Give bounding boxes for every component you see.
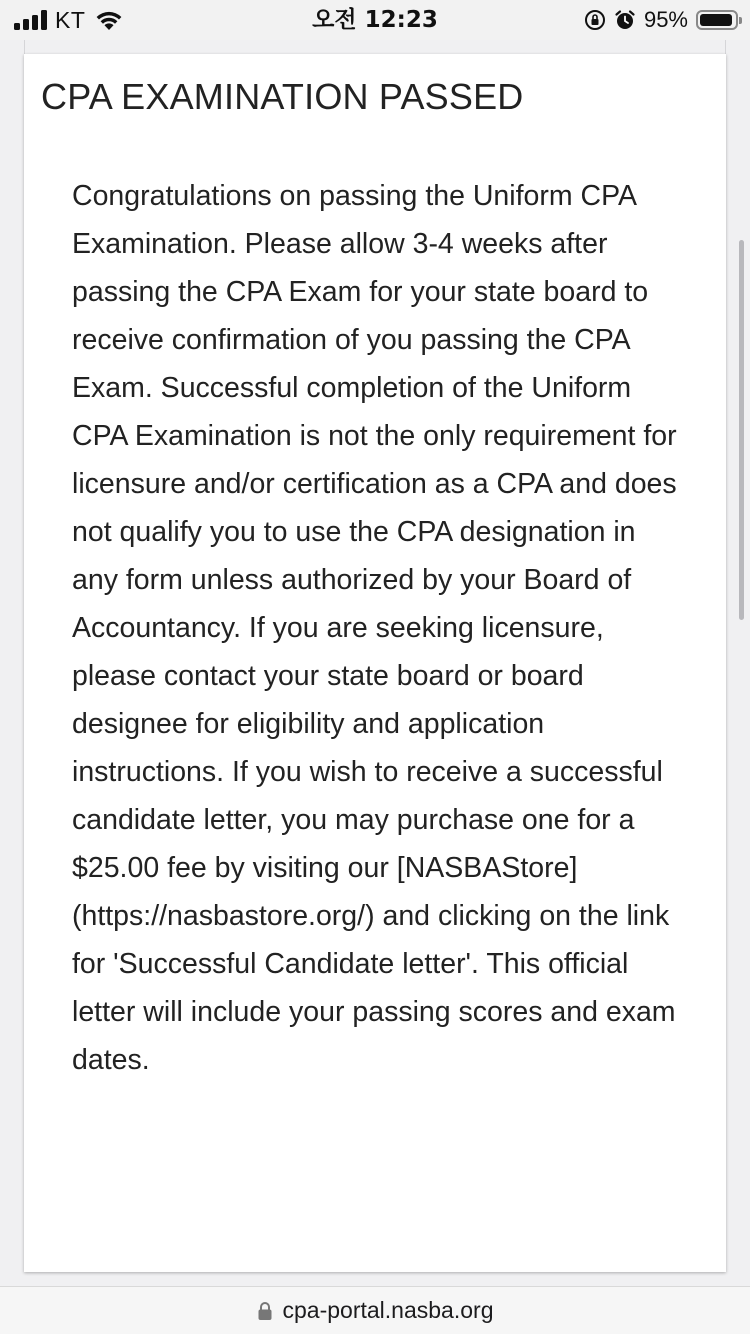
clock-time: 오전 12:23 [312, 7, 438, 33]
carrier-label: KT [55, 6, 86, 33]
status-bar-right [584, 0, 738, 40]
web-page [0, 40, 750, 1286]
browser-url-bar[interactable] [0, 1286, 750, 1334]
page-scrollbar[interactable] [739, 240, 744, 620]
card-title: CPA EXAMINATION PASSED [41, 76, 524, 117]
page-edge-left [0, 40, 25, 118]
page-edge-right [725, 40, 750, 118]
battery-level-fill [700, 14, 732, 26]
url-text[interactable]: cpa-portal.nasba.org [282, 1297, 494, 1323]
status-bar [0, 0, 750, 40]
lock-icon [257, 1301, 273, 1321]
battery-icon [696, 10, 738, 30]
card-body-text: Congratulations on passing the Uniform CPA Examination. Please allow 3-4 weeks after passing the CPA Exam for your state board to receive confirmation of you passing the CPA Exam. Successful completion of the Uniform CPA Examination is not the only requirement for licensure and/or certification as a CPA and does not qualify you to use the CPA designation in any form unless authorized by your Board of Accountancy. If you are seeking licensure, please contact your state board or board designee for eligibility and application instructions. If you wish to receive a successful candidate letter, you may purchase one for a $25.00 fee by visiting our [NASBAStore](https://nasbastore.org/) and clicking on the link for 'Successful Candidate letter'. This official letter will include your passing scores and exam dates. [72, 180, 677, 1076]
alarm-icon [614, 9, 636, 31]
battery-percent: 95% [643, 7, 688, 32]
orientation-lock-icon [584, 9, 606, 31]
exam-result-card [24, 54, 726, 1272]
